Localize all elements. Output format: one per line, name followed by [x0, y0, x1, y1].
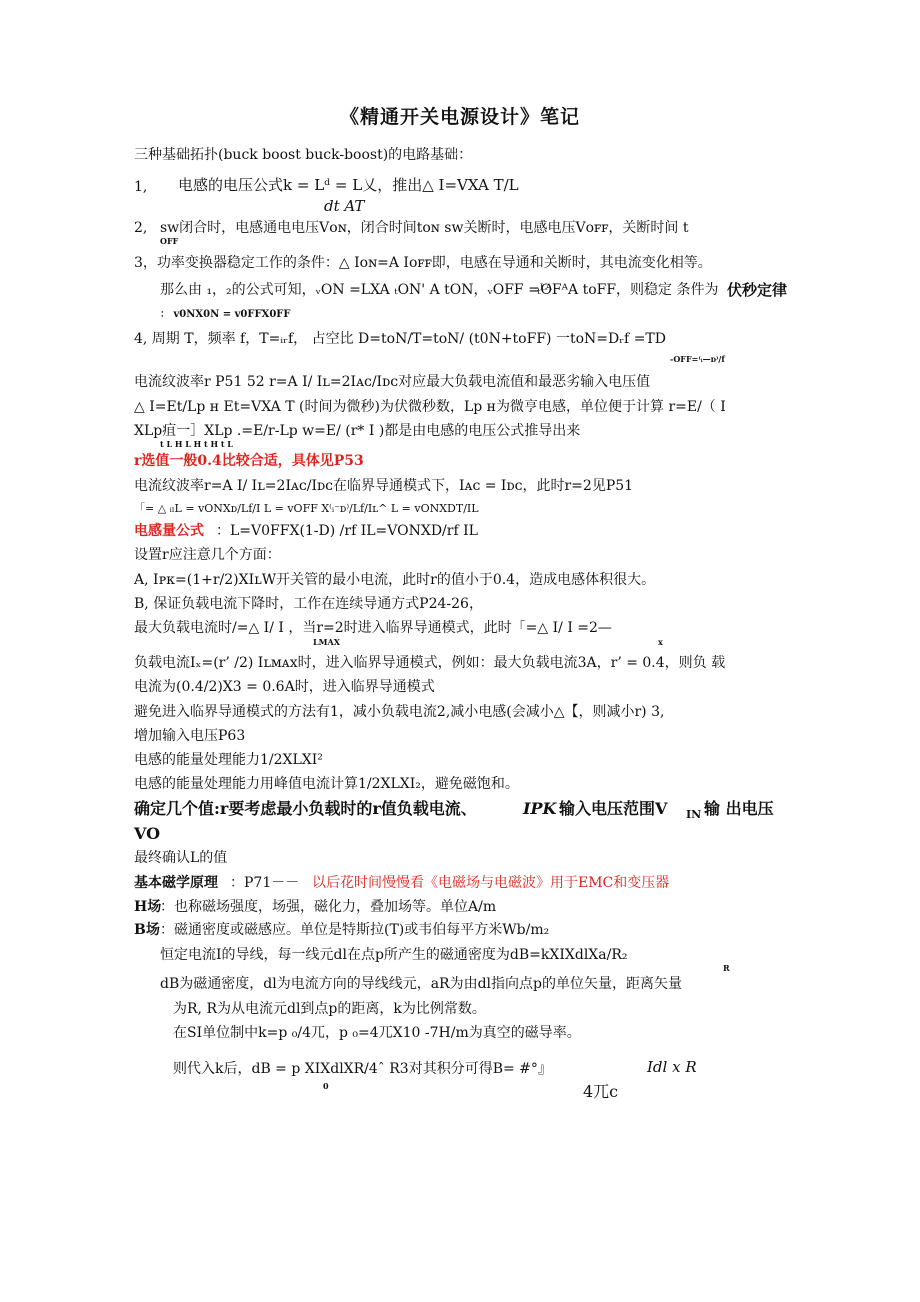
text-line: 负载电流Iₓ=(r’ /2) Iʟᴍᴀx时，进入临界导通模式，例如：最大负载电流3A，r’ = 0.4，则负 载 — [134, 655, 726, 671]
text-line: 增加输入电压P63 — [134, 728, 246, 744]
highlight-text: 电感量公式 — [134, 523, 204, 539]
text-line: XLp疽一］XLp .=E/r-Lp ᴡ=E/ (r* I )都是由电感的电压公式推导出来 — [134, 423, 581, 439]
formula-numerator: Idl x R — [647, 1058, 697, 1076]
text-line: B, 保证负载电流下降时，工作在连续导通方式P24-26， — [134, 596, 483, 612]
heading-text: IPK — [523, 799, 557, 818]
text-line: 最终确认L的值 — [134, 850, 228, 866]
text-line: 在SI单位制中k=p ₀/4兀，p ₀=4兀X10 -7H/m为真空的磁导率。 — [173, 1025, 581, 1041]
heading-text: 确定几个值:r要考虑最小负载时的r值负载电流、 — [134, 799, 477, 818]
formula-denominator: 4兀c — [583, 1082, 619, 1101]
text-line: 三种基础拓扑(buck boost buck-boost)的电路基础： — [134, 147, 473, 163]
highlight-text: 伏秒定律 — [727, 281, 788, 299]
text-line: 电流纹波率r P51 52 r=A I/ Iʟ=2Iᴀᴄ/Iᴅᴄ对应最大负载电流值和最恶劣输入电压值 — [134, 374, 651, 390]
text-line: 电感的电压公式k = Lᵈ = L乂，推出△ I=VXA T/L — [178, 176, 519, 194]
formula-denominator: dt AT — [324, 197, 365, 215]
text-line: 避免进入临界导通模式的方法有1，减小负载电流2,减小电感(会减小△【，则减小r) 3, — [134, 704, 665, 720]
text-line: 电流纹波率r=A I/ Iʟ=2Iᴀᴄ/Iᴅᴄ在临界导通模式下，Iᴀᴄ = Iᴅᴄ，此时r=2见P51 — [134, 478, 634, 494]
text-line: 电感的能量处理能力用峰值电流计算1/2XLXI₂，避免磁饱和。 — [134, 776, 519, 792]
section-label: H场 — [134, 899, 162, 915]
text-line: ：磁通密度或磁感应。单位是特斯拉(T)或韦伯每平方米Wb/m₂ — [160, 922, 550, 938]
heading-text: 输入电压范围V — [559, 799, 668, 818]
text-line: ：P71－－ — [230, 875, 300, 891]
formula-fragment: -OFF=⁽ᵢ—ᴅ⁾/f — [670, 354, 725, 364]
highlight-text: 以后花时间慢慢看《电磁场与电磁波》用于EMC和变压器 — [312, 875, 670, 891]
section-label: 基本磁学原理 — [134, 875, 218, 891]
text-line: 电感的能量处理能力1/2XLXI² — [134, 752, 323, 768]
section-label: B场 — [134, 922, 160, 938]
subscript: LMAX — [313, 637, 340, 647]
text-line: △ I=Et/Lp ʜ Et=VXA T (时间为微秒)为伏微秒数，Lp ʜ为微亨电感，单位便于计算 r=E/（ I — [134, 399, 726, 415]
page-title: 《精通开关电源设计》笔记 — [339, 106, 580, 128]
text-line: 恒定电流I的导线，每一线元dl在点p所产生的磁通密度为dB=kXIXdlXa/R₂ — [160, 947, 628, 963]
subscript: R — [723, 963, 730, 973]
formula-line: 「= △ ᵢₗL = vONXᴅ/Lf/I L = vOFF X⁽ᵢ⁻ᴅ⁾/Lf/Iʟ^ L = vONXDT/IL — [134, 502, 479, 515]
text-line: 最大负载电流时/=△ I/ I ，当r=2时进入临界导通模式，此时「=△ I/ I =2— — [134, 620, 612, 636]
heading-text: VO — [134, 824, 161, 843]
subscript: IN — [686, 808, 702, 821]
text-line: ：L=V0FFX(1-D) /rf IL=VONXD/rf IL — [216, 523, 478, 539]
subscript: OFF — [160, 236, 179, 246]
heading-text: 输 出电压 — [704, 799, 774, 818]
subscript: 0 — [323, 1081, 329, 1091]
subscript-row: t L H L H t H t L — [160, 439, 233, 449]
text-line: 4, 周期 T，频率 f，T=ᵢᵣf， 占空比 D=toN/T=toN/ (t0N+toFF) 一toN=Dᵣf =TD — [134, 331, 666, 347]
text-line: 电流为(0.4/2)X3 = 0.6A时，进入临界导通模式 — [134, 679, 435, 695]
text-line: 设置r应注意几个方面： — [134, 547, 281, 563]
highlight-text: r选值一般0.4比较合适，具体见P53 — [134, 453, 364, 469]
text-line: 3，功率变换器稳定工作的条件：△ Iᴏɴ=A Iᴏꜰꜰ即，电感在导通和关断时，其电流变化相等。 — [134, 255, 712, 271]
text-line: sw闭合时，电感通电电压Vᴏɴ，闭合时间tᴏɴ sw关断时，电感电压Vᴏꜰꜰ，关断时间 t — [160, 220, 689, 236]
text-line: ₜOFᴬA toFF，则稳定 条件为 — [537, 282, 719, 298]
text-line: ：也称磁场强度，场强，磁化力，叠加场等。单位A/m — [160, 899, 497, 915]
subscript: x — [658, 637, 663, 647]
list-number: 1, — [134, 179, 148, 195]
formula-line: ： v0NX0N = v0FFX0FF — [160, 309, 291, 320]
text-line: A, Iᴘᴋ=(1+r/2)XIʟW开关管的最小电流，此时r的值小于0.4，造成电感体积很大。 — [134, 572, 656, 588]
text-line: 那么由 ₁，₂的公式可知，ᵥON =LXA ₜON' A tON，ᵥOFF =ᴸᴬ — [160, 282, 553, 298]
text-line: 则代入k后，dB = p XIXdlXR/4ˆ R3对其积分可得B= #°』 — [173, 1061, 552, 1077]
text-line: 为R, R为从电流元dl到点p的距离，k为比例常数。 — [173, 1001, 486, 1017]
list-number: 2, — [134, 220, 148, 236]
text-line: dB为磁通密度，dl为电流方向的导线线元，aR为由dl指向点p的单位矢量，距离矢量 — [160, 976, 682, 992]
